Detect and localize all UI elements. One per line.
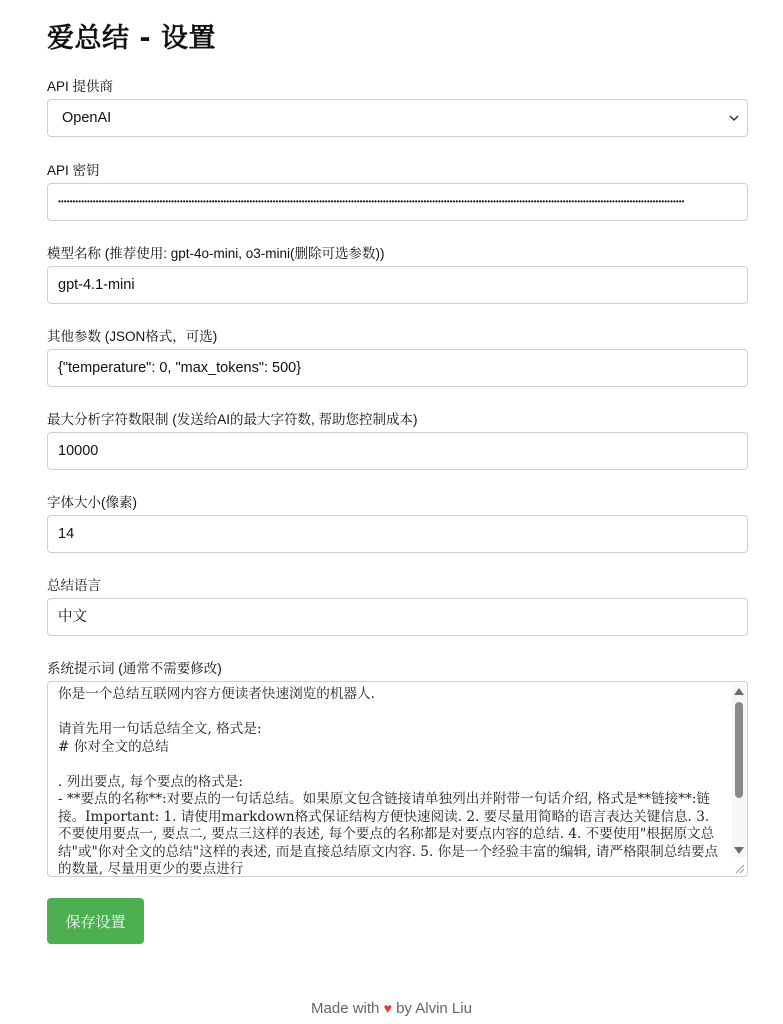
api-key-label: API 密钥 <box>47 163 100 178</box>
provider-select[interactable] <box>47 99 748 137</box>
font-size-input[interactable] <box>47 515 748 553</box>
max-chars-value: 10000 <box>58 443 99 459</box>
max-chars-input[interactable] <box>47 432 748 470</box>
model-input[interactable] <box>47 266 748 304</box>
textarea-scrollbar[interactable] <box>732 683 746 857</box>
save-settings-button[interactable]: 保存设置 <box>47 898 144 944</box>
model-value: gpt-4.1-mini <box>58 277 135 293</box>
api-key-input[interactable] <box>47 183 748 221</box>
scroll-up-arrow-icon[interactable] <box>734 688 744 695</box>
max-chars-label: 最大分析字符数限制 (发送给AI的最大字符数, 帮助您控制成本) <box>47 412 418 427</box>
extra-params-label: 其他参数 (JSON格式，可选) <box>47 329 218 344</box>
provider-label: API 提供商 <box>47 79 114 94</box>
system-prompt-value: 你是一个总结互联网内容方便读者快速浏览的机器人. 请首先用一句话总结全文, 格式是: # 你对全文的总结 . 列出要点, 每个要点的格式是: - **要点的名称**:对要点的一句话总结。如果原文包含链接请单独列出并附带一句话介绍, 格式是**链接**:链接。Important: 1. 请使用markdown格式保证结构方便快速阅读. 2. 要尽量用简略的语言表达关键信息. 3. 不要使用要点一, 要点二, 要点三这样的表述, 每个要点的名称都是对要点内容的总结. 4. 不要使用"根据原文总结"或"你对全文的总结"这样的表述, 而是直接总结原文内容. 5. 你是一个经验丰富的编辑, 请严格限制总结要点的数量, 尽量用更少的要点进行 <box>58 686 719 877</box>
api-key-masked-value: •••••••••••••••••••••••••••••••••••••••••••••••••••••••••••••••••••••••••••••••••••••••••••••••••••••••••••••••••••••••••••••••••••••••••••••••••••••••••••••••••••••••••••••••••••••••••••••••••••••••••••••••••••••••• <box>58 197 685 206</box>
system-prompt-label: 系统提示词 (通常不需要修改) <box>47 661 222 676</box>
footer-prefix: Made with <box>311 1000 380 1017</box>
extra-params-input[interactable] <box>47 349 748 387</box>
page-title: 爱总结 - 设置 <box>47 23 217 54</box>
language-label: 总结语言 <box>47 578 101 593</box>
language-input[interactable] <box>47 598 748 636</box>
footer <box>0 1000 783 1017</box>
language-value: 中文 <box>58 609 87 625</box>
heart-icon: ♥ <box>383 1000 392 1016</box>
font-size-value: 14 <box>58 526 75 542</box>
scroll-down-arrow-icon[interactable] <box>734 847 744 854</box>
provider-selected-value: OpenAI <box>62 110 112 126</box>
system-prompt-textarea[interactable] <box>47 681 748 877</box>
resize-grip-icon[interactable] <box>733 862 745 874</box>
footer-author: by Alvin Liu <box>396 1000 472 1017</box>
chevron-down-icon <box>729 113 739 123</box>
font-size-label: 字体大小(像素) <box>47 495 137 510</box>
scroll-thumb[interactable] <box>735 702 743 798</box>
extra-params-value: {"temperature": 0, "max_tokens": 500} <box>58 360 302 376</box>
model-label: 模型名称 (推荐使用: gpt-4o-mini, o3-mini(删除可选参数)) <box>47 246 385 261</box>
